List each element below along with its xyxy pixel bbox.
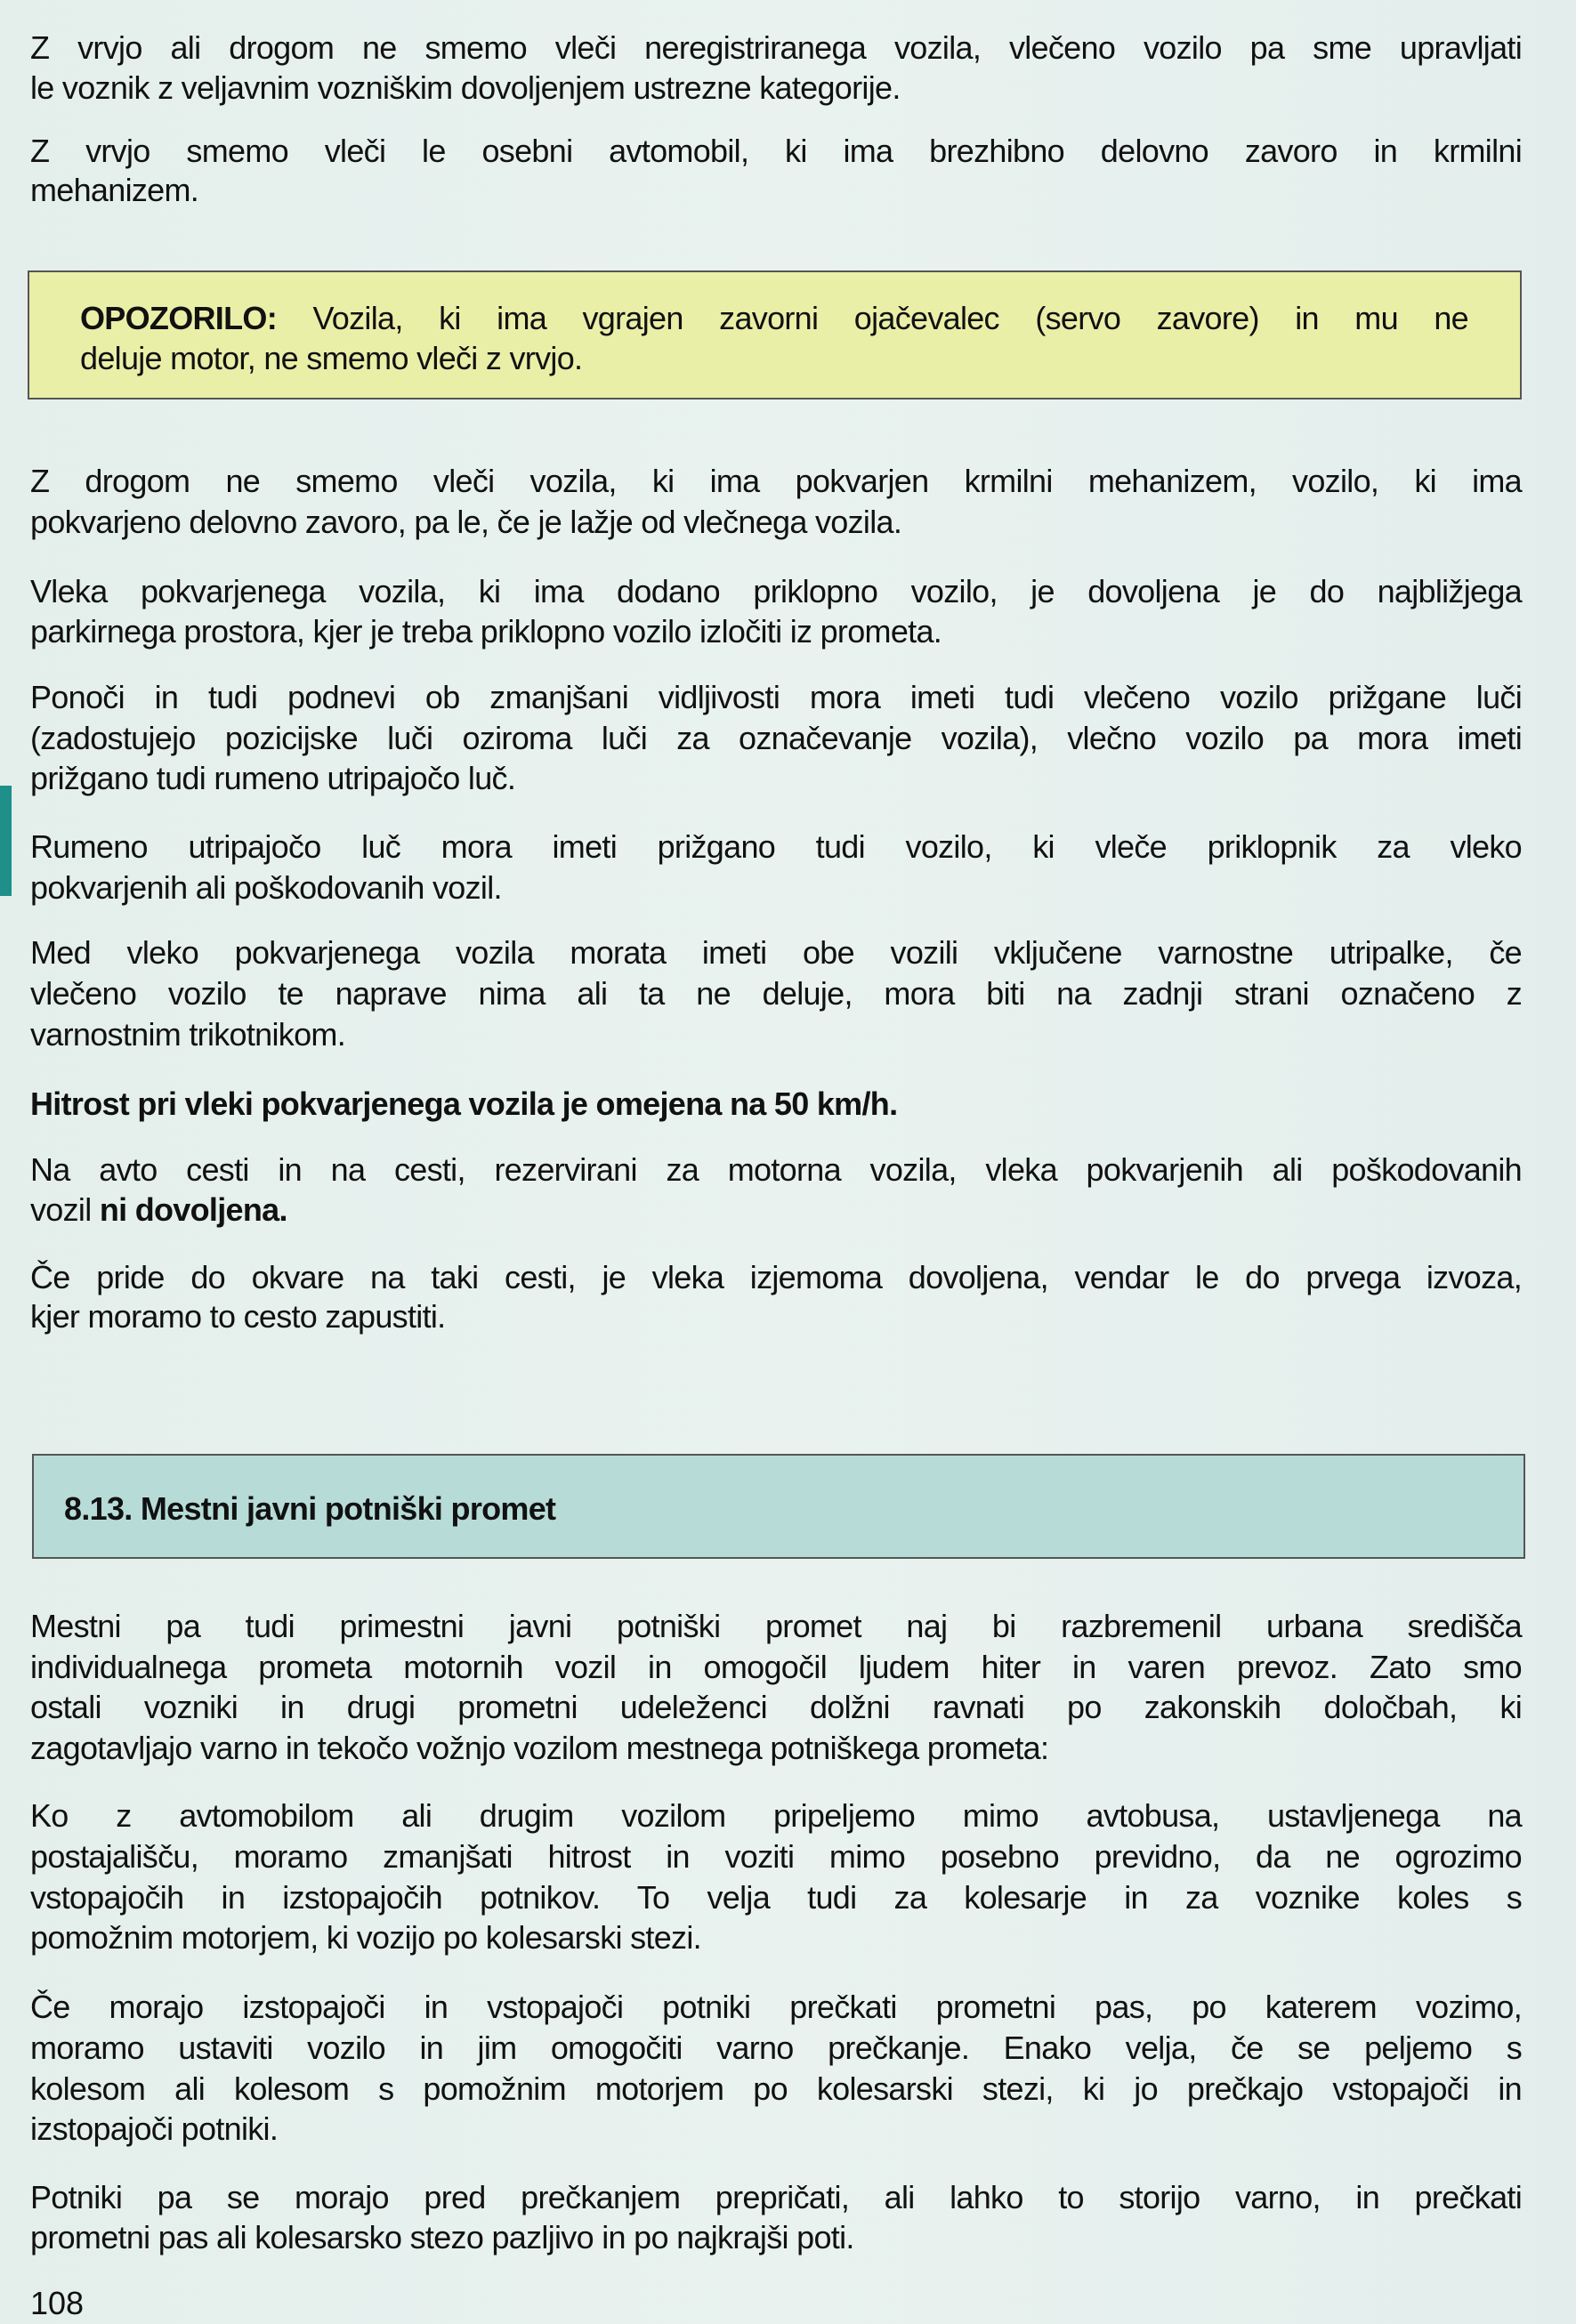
text: prižgano tudi rumeno utripajočo luč. (30, 760, 516, 796)
text: individualnega prometa motornih vozil in omogočil ljudem hiter in varen prevoz. Zato smo (30, 1649, 1522, 1685)
text: Ko z avtomobilom ali drugim vozilom pripeljemo mimo avtobusa, ustavljenega na (30, 1797, 1522, 1834)
text: Vleka pokvarjenega vozila, ki ima dodano priklopno vozilo, je dovoljena je do najbližjega (30, 573, 1522, 609)
text: kolesom ali kolesom s pomožnim motorjem po kolesarski stezi, ki jo prečkajo vstopajoči in (30, 2070, 1522, 2107)
paragraph-line (30, 1150, 1522, 1190)
paragraph-line (30, 1190, 1522, 1231)
paragraph-line (30, 68, 1522, 109)
paragraph-line (30, 932, 1522, 973)
paragraph-line (30, 1257, 1522, 1298)
text: Na avto cesti in na cesti, rezervirani za motorna vozila, vleka pokvarjenih ali poškodovanih (30, 1151, 1522, 1188)
section-title: 8.13. Mestni javni potniški promet (64, 1490, 556, 1527)
text: Z drogom ne smemo vleči vozila, ki ima pokvarjen krmilni mehanizem, vozilo, ki ima (30, 463, 1522, 499)
text: (zadostujejo pozicijske luči oziroma luči za označevanje vozila), vlečno vozilo pa mora imeti (30, 720, 1522, 756)
text: ostali vozniki in drugi prometni udeleženci dolžni ravnati po zakonskih določbah, ki (30, 1689, 1522, 1725)
text: zagotavljajo varno in tekočo vožnjo vozilom mestnega potniškega prometa: (30, 1730, 1049, 1766)
paragraph-line (30, 973, 1522, 1014)
paragraph-line (30, 1606, 1522, 1647)
text: prometni pas ali kolesarsko stezo pazljivo in po najkrajši poti. (30, 2219, 854, 2255)
bold-text: ni dovoljena. (99, 1191, 287, 1228)
paragraph-line (30, 611, 1522, 652)
text: varnostnim trikotnikom. (30, 1016, 346, 1053)
paragraph-line (30, 1795, 1522, 1836)
warning-text-line (80, 338, 1468, 379)
warning-text-line (80, 298, 1468, 339)
paragraph-line (30, 461, 1522, 502)
paragraph-line (30, 1647, 1522, 1688)
text: pomožnim motorjem, ki vozijo po kolesarski stezi. (30, 1919, 701, 1956)
text: Potniki pa se morajo pred prečkanjem prepričati, ali lahko to storijo varno, in prečkati (30, 2179, 1522, 2215)
bold-text: Hitrost pri vleki pokvarjenega vozila je omejena na 50 km/h. (30, 1085, 898, 1122)
paragraph-line (30, 718, 1522, 759)
paragraph-line (30, 2028, 1522, 2069)
paragraph-line (30, 677, 1522, 718)
paragraph-line (30, 1084, 1522, 1125)
text: Če pride do okvare na taki cesti, je vleka izjemoma dovoljena, vendar le do prvega izvoza, (30, 1259, 1522, 1295)
paragraph-line (30, 1687, 1522, 1728)
bold-text: OPOZORILO: (80, 300, 313, 336)
text: Ponoči in tudi podnevi ob zmanjšani vidljivosti mora imeti tudi vlečeno vozilo prižgane luči (30, 679, 1522, 715)
page-number: 108 (30, 2285, 85, 2321)
text: kjer moramo to cesto zapustiti. (30, 1298, 446, 1335)
text: izstopajoči potniki. (30, 2110, 279, 2147)
paragraph-line (30, 867, 1522, 908)
text: vstopajočih in izstopajočih potnikov. To velja tudi za kolesarje in za voznike koles s (30, 1879, 1522, 1916)
text: Če morajo izstopajoči in vstopajoči potniki prečkati prometni pas, po katerem vozimo, (30, 1989, 1522, 2025)
paragraph-line (30, 2177, 1522, 2218)
text: postajališču, moramo zmanjšati hitrost in voziti mimo posebno previdno, da ne ogrozimo (30, 1838, 1522, 1875)
paragraph-line (30, 2109, 1522, 2150)
paragraph-line (30, 1836, 1522, 1877)
paragraph-line (30, 1877, 1522, 1918)
paragraph-line (30, 1014, 1522, 1055)
paragraph-line (30, 170, 1522, 211)
text: Med vleko pokvarjenega vozila morata imeti obe vozili vključene varnostne utripalke, če (30, 934, 1522, 971)
text: Z vrvjo ali drogom ne smemo vleči neregistriranega vozila, vlečeno vozilo pa sme upravljati (30, 29, 1522, 66)
paragraph-line (30, 1987, 1522, 2028)
text: moramo ustaviti vozilo in jim omogočiti varno prečkanje. Enako velja, če se peljemo s (30, 2029, 1522, 2066)
paragraph-line (30, 758, 1522, 799)
text: Rumeno utripajočo luč mora imeti prižgano tudi vozilo, ki vleče priklopnik za vleko (30, 828, 1522, 865)
text: pokvarjeno delovno zavoro, pa le, če je lažje od vlečnega vozila. (30, 504, 902, 540)
text: Vozila, ki ima vgrajen zavorni ojačevalec (servo zavore) in mu ne (312, 300, 1468, 336)
paragraph-line (30, 1917, 1522, 1958)
text: mehanizem. (30, 172, 199, 208)
paragraph-line (30, 1728, 1522, 1769)
text: parkirnega prostora, kjer je treba priklopno vozilo izločiti iz prometa. (30, 613, 942, 650)
text: Mestni pa tudi primestni javni potniški promet naj bi razbremenil urbana središča (30, 1608, 1522, 1644)
paragraph-line (30, 2217, 1522, 2258)
text: Z vrvjo smemo vleči le osebni avtomobil, ki ima brezhibno delovno zavoro in krmilni (30, 133, 1522, 169)
paragraph-line (30, 827, 1522, 867)
text: pokvarjenih ali poškodovanih vozil. (30, 869, 502, 906)
paragraph-line (30, 1296, 1522, 1337)
text: vozil (30, 1191, 100, 1228)
chapter-tab-marker (0, 786, 12, 896)
paragraph-line (30, 28, 1522, 69)
paragraph-line (30, 131, 1522, 172)
text: le voznik z veljavnim vozniškim dovoljenjem ustrezne kategorije. (30, 69, 901, 106)
text: vlečeno vozilo te naprave nima ali ta ne deluje, mora biti na zadnji strani označeno z (30, 975, 1522, 1012)
text: deluje motor, ne smemo vleči z vrvjo. (80, 340, 583, 376)
paragraph-line (30, 571, 1522, 612)
paragraph-line (30, 2069, 1522, 2110)
paragraph-line (30, 502, 1522, 543)
